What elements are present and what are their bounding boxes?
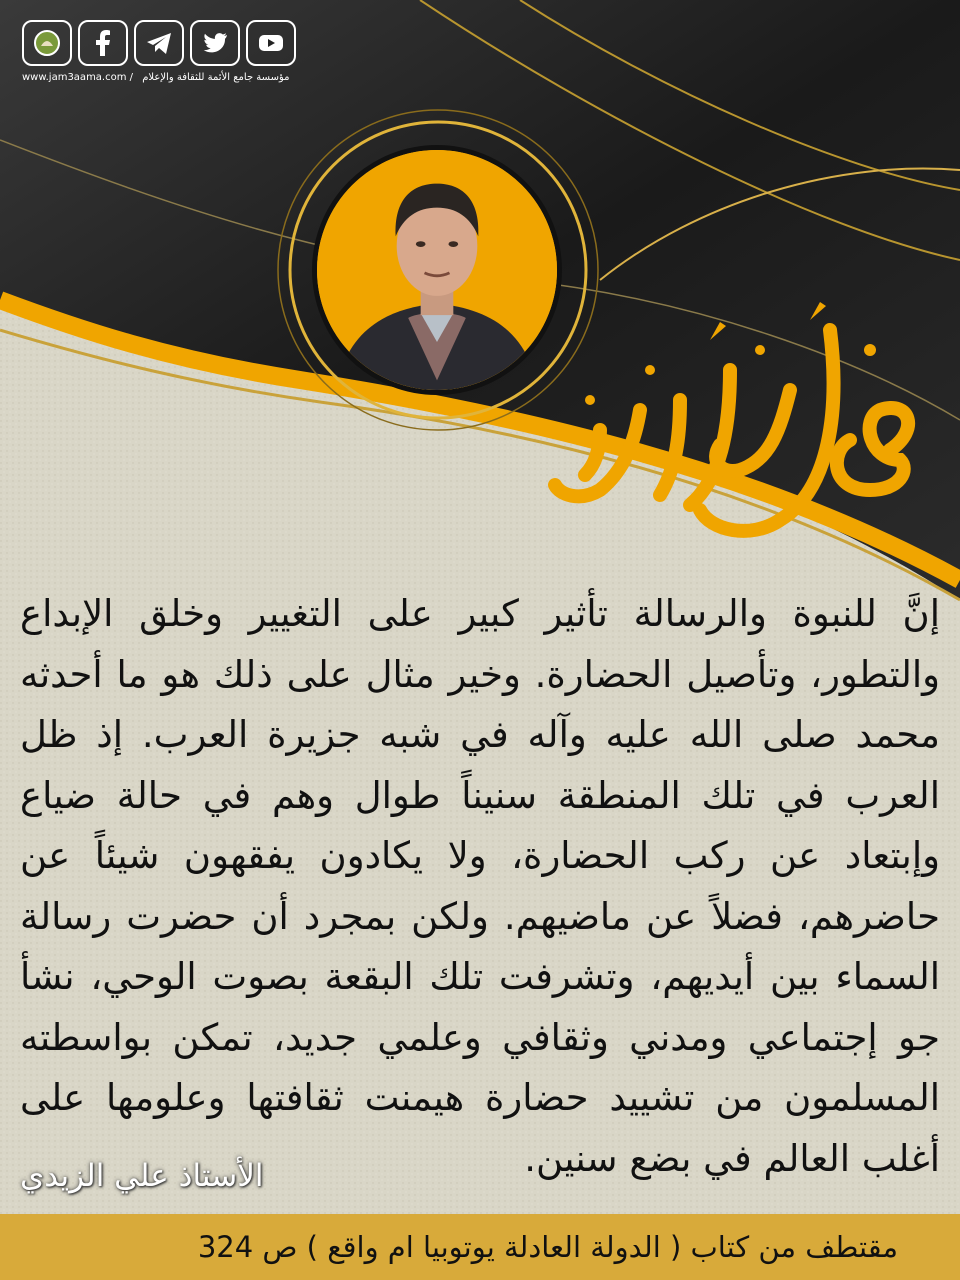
calligraphy-muhammad-rasul-allah	[530, 290, 930, 590]
author-portrait	[312, 145, 562, 395]
author-name: الأستاذ علي الزيدي	[20, 1158, 264, 1194]
source-footer	[0, 1214, 960, 1280]
telegram-icon[interactable]	[134, 20, 184, 66]
twitter-icon[interactable]	[190, 20, 240, 66]
website-line: www.jam3aama.com / مؤسسة جامع الأئمة للثقافة والإعلام	[22, 72, 290, 83]
facebook-icon[interactable]	[78, 20, 128, 66]
organization-name: مؤسسة جامع الأئمة للثقافة والإعلام	[142, 72, 290, 83]
source-citation: مقتطف من كتاب ( الدولة العادلة يوتوبيا ام واقع ) ص 324	[197, 1230, 898, 1264]
website-url[interactable]: www.jam3aama.com	[22, 72, 127, 83]
youtube-icon[interactable]	[246, 20, 296, 66]
logo-icon[interactable]	[22, 20, 72, 66]
article-body: إنَّ للنبوة والرسالة تأثير كبير على التغيير وخلق الإبداع والتطور، وتأصيل الحضارة. وخير مثال على ذلك هو ما أحدثه محمد صلى الله عليه وآله في شبه جزيرة العرب. إذ ظل العرب في تلك المنطقة سنيناً طوال وهم في حالة ضياع وإبتعاد عن ركب الحضارة، ولا يكادون يفقهون شيئاً عن حاضرهم، فضلاً عن ماضيهم. ولكن بمجرد أن حضرت رسالة السماء بين أيديهم، وتشرفت تلك البقعة بصوت الوحي، نشأ جو إجتماعي ومدني وثقافي وعلمي جديد، تمكن بواسطته المسلمون من تشييد حضارة هيمنت ثقافتها وعلومها على أغلب العالم في بضع سنين.	[20, 592, 940, 1180]
social-header	[22, 20, 322, 90]
